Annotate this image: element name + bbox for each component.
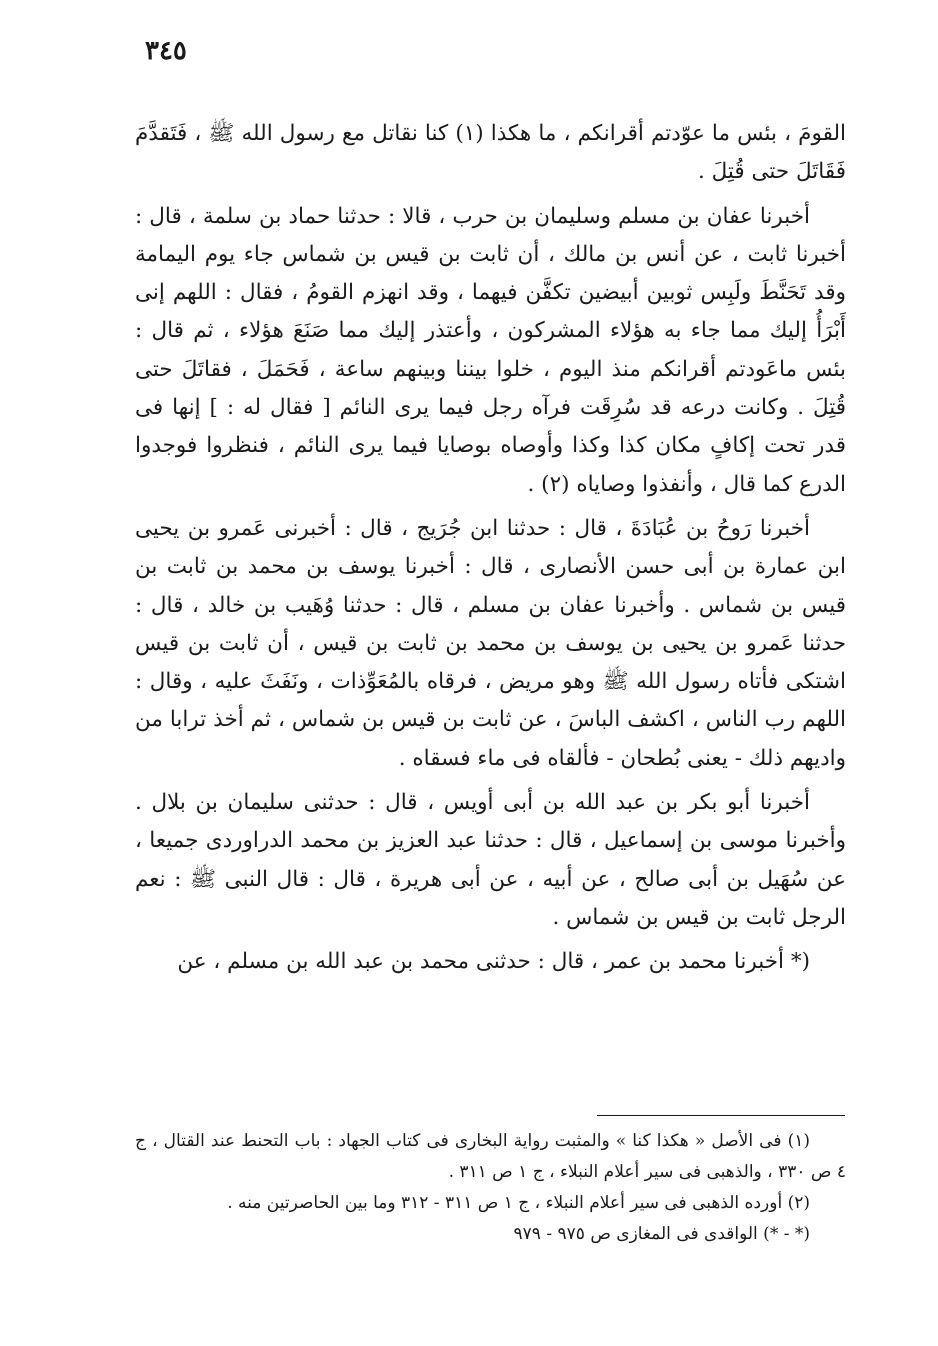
footnote-2: (٢) أورده الذهبى فى سير أعلام النبلاء ، ج ١ ص ٣١١ - ٣١٢ وما بين الحاصرتين منه . — [227, 1193, 810, 1213]
page-number: ٣٤٥ — [145, 36, 187, 66]
footnote-1: (١) فى الأصل « هكذا كنا » والمثبت رواية البخارى فى كتاب الجهاد : باب التحنط عند القتال ، ج ٤ ص ٣٣٠ ، والذهبى فى سير أعلام النبلاء ، ج ١ ص ٣١١ . — [135, 1131, 846, 1182]
paragraph-1: القومَ ، بئس ما عوّدتم أقرانكم ، ما هكذا (١) كنا نقاتل مع رسول الله ﷺ ، فَتَقدَّمَ فَقَاتَلَ حتى قُتِلَ . — [135, 121, 846, 185]
footnote-separator — [597, 1115, 845, 1116]
paragraph-5: (* أخبرنا محمد بن عمر ، قال : حدثنى محمد بن عبد الله بن مسلم ، عن — [177, 949, 810, 975]
paragraph-4: أخبرنا أبو بكر بن عبد الله بن أبى أويس ، قال : حدثنى سليمان بن بلال . وأخبرنا موسى بن إسماعيل ، قال : حدثنا عبد العزيز بن محمد الدراوردى جميعا ، عن سُهَيل بن أبى صالح ، عن أبيه ، عن أبى هريرة ، قال : قال النبى ﷺ : نعم الرجل ثابت بن قيس بن شماس . — [135, 790, 846, 930]
paragraph-2: أخبرنا عفان بن مسلم وسليمان بن حرب ، قالا : حدثنا حماد بن سلمة ، قال : أخبرنا ثابت ، عن أنس بن مالك ، أن ثابت بن قيس بن شماس جاء يوم اليمامة وقد تَحَنَّطَ ولَبِس ثوبين أبيضين تكفَّن فيهما ، وقد انهزم القومُ ، فقال : اللهم إنى أَبْرَأُ إليك مما جاء به هؤلاء المشركون ، وأعتذر إليك مما صَنَعَ هؤلاء ، ثم قال : بئس ماعَودتم أقرانكم منذ اليوم ، خلوا بيننا وبينهم ساعة ، فَحَمَلَ ، فقاتَلَ حتى قُتِلَ . وكانت درعه قد سُرِقَت فرآه رجل فيما يرى النائم [ فقال له : ] إنها فى قدر تحت إكافٍ مكان كذا وكذا وأوصاه بوصايا فيما يرى النائم ، فنظروا فوجدوا الدرع كما قال ، وأنفذوا وصاياه (٢) . — [135, 203, 846, 497]
body-text — [135, 115, 846, 988]
footnote-3: (* - *) الواقدى فى المغازى ص ٩٧٥ - ٩٧٩ — [513, 1224, 810, 1244]
footnotes — [135, 1126, 846, 1250]
paragraph-3: أخبرنا رَوحُ بن عُبَادَةَ ، قال : حدثنا ابن جُرَيج ، قال : أخبرنى عَمرو بن يحيى ابن عمارة بن أبى حسن الأنصارى ، قال : أخبرنا يوسف بن محمد بن ثابت بن قيس بن شماس . وأخبرنا عفان بن مسلم ، قال : حدثنا وُهَيب بن خالد ، قال : حدثنا عَمرو بن يحيى بن يوسف بن محمد بن ثابت بن قيس ، أن ثابت بن قيس اشتكى فأتاه رسول الله ﷺ وهو مريض ، فرقاه بالمُعَوِّذات ، ونَفَثَ عليه ، وقال : اللهم رب الناس ، اكشف الباسَ ، عن ثابت بن قيس بن شماس ، ثم أخذ ترابا من واديهم ذلك - يعنى بُطحان - فألقاه فى ماء فسقاه . — [135, 515, 846, 771]
